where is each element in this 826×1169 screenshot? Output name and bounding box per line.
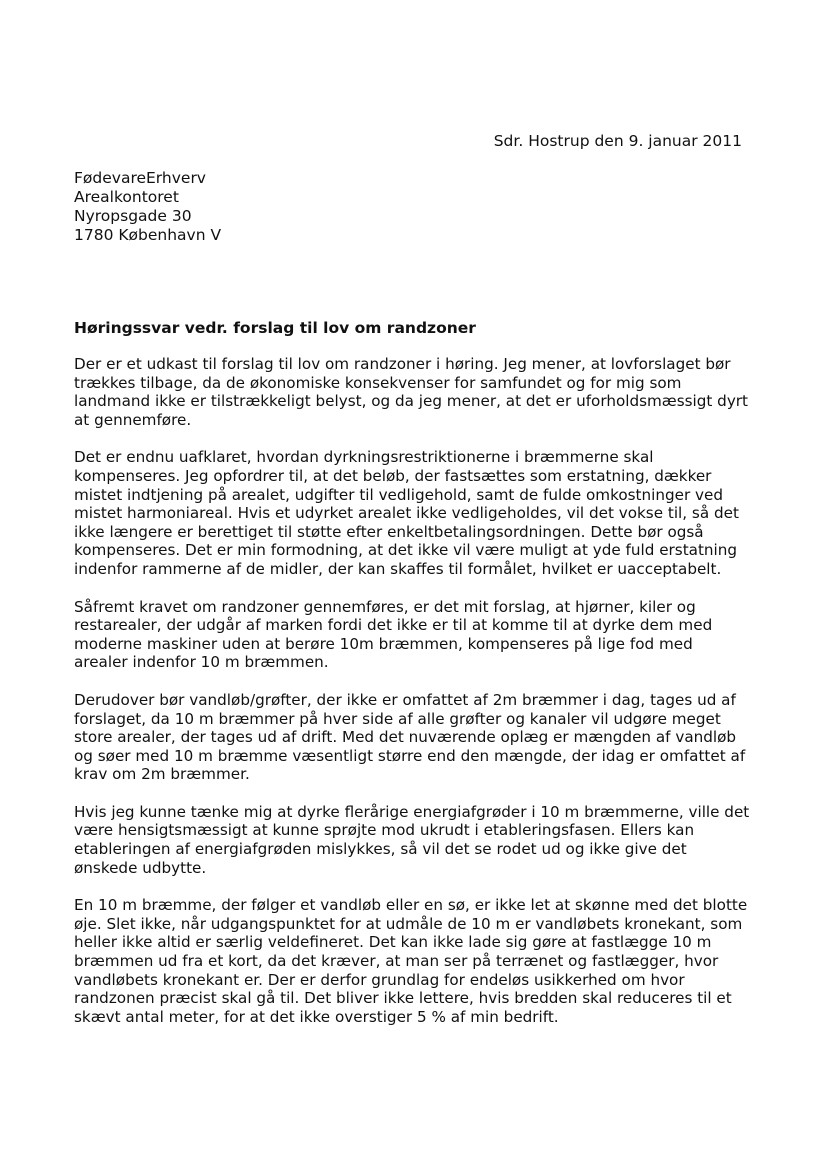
- body-paragraph: Hvis jeg kunne tænke mig at dyrke flerårige energiafgrøder i 10 m bræmmerne, ville det være hensigtsmæssigt at kunne sprøjte mod ukrudt i etableringsfasen. Ellers kan etableringen af energiafgrøden mislykkes, så vil det se rodet ud og ikke give det ønskede udbytte.: [74, 802, 750, 877]
- recipient-line: Nyropsgade 30: [74, 207, 192, 225]
- letter-body: [74, 355, 750, 1045]
- recipient-line: 1780 København V: [74, 226, 222, 244]
- body-paragraph: Derudover bør vandløb/grøfter, der ikke er omfattet af 2m bræmmer i dag, tages ud af forslaget, da 10 m bræmmer på hver side af alle grøfter og kanaler vil udgøre meget store arealer, der tages ud af drift. Med det nuværende oplæg er mængden af vandløb og søer med 10 m bræmme væsentligt større end den mængde, der idag er omfattet af krav om 2m bræmmer.: [74, 690, 746, 784]
- recipient-address: [74, 169, 221, 245]
- body-paragraph: Det er endnu uafklaret, hvordan dyrkningsrestriktionerne i bræmmerne skal kompenseres. Jeg opfordrer til, at det beløb, der fastsættes som erstatning, dækker mistet indtjening på arealet, udgifter til vedligehold, samt de fulde omkostninger ved mistet harmoniareal. Hvis et udyrket arealet ikke vedligeholdes, vil det vokse til, så det ikke længere er berettiget til støtte efter enkeltbetalingsordningen. Dette bør også kompenseres. Det er min formodning, at det ikke vil være muligt at yde fuld erstatning indenfor rammerne af de midler, der kan skaffes til formålet, hvilket er uacceptabelt.: [74, 448, 739, 578]
- body-paragraph: Der er et udkast til forslag til lov om randzoner i høring. Jeg mener, at lovforslaget bør trækkes tilbage, da de økonomiske konsekvenser for samfundet og for mig som landmand ikke er tilstrækkeligt belyst, og da jeg mener, at det er uforholdsmæssigt dyrt at gennemføre.: [74, 355, 749, 429]
- body-paragraph: Såfremt kravet om randzoner gennemføres, er det mit forslag, at hjørner, kiler og restarealer, der udgår af marken fordi det ikke er til at komme til at dyrke dem med moderne maskiner uden at berøre 10m bræmmen, kompenseres på lige fod med arealer indenfor 10 m bræmmen.: [74, 597, 713, 672]
- date-line: Sdr. Hostrup den 9. januar 2011: [493, 132, 742, 150]
- recipient-line: FødevareErhverv: [74, 169, 206, 187]
- recipient-line: Arealkontoret: [74, 188, 179, 206]
- body-paragraph: En 10 m bræmme, der følger et vandløb eller en sø, er ikke let at skønne med det blotte øje. Slet ikke, når udgangspunktet for at udmåle de 10 m er vandløbets kronekant, som heller ikke altid er særlig veldefineret. Det kan ikke lade sig gøre at fastlægge 10 m bræmmen ud fra et kort, da det kræver, at man ser på terrænet og fastlægger, hvor vandløbets kronekant er. Der er derfor grundlag for endeløs usikkerhed om hvor randzonen præcist skal gå til. Det bliver ikke lettere, hvis bredden skal reduceres til et skævt antal meter, for at det ikke overstiger 5 % af min bedrift.: [74, 896, 748, 1026]
- subject-heading: Høringssvar vedr. forslag til lov om randzoner: [74, 319, 476, 337]
